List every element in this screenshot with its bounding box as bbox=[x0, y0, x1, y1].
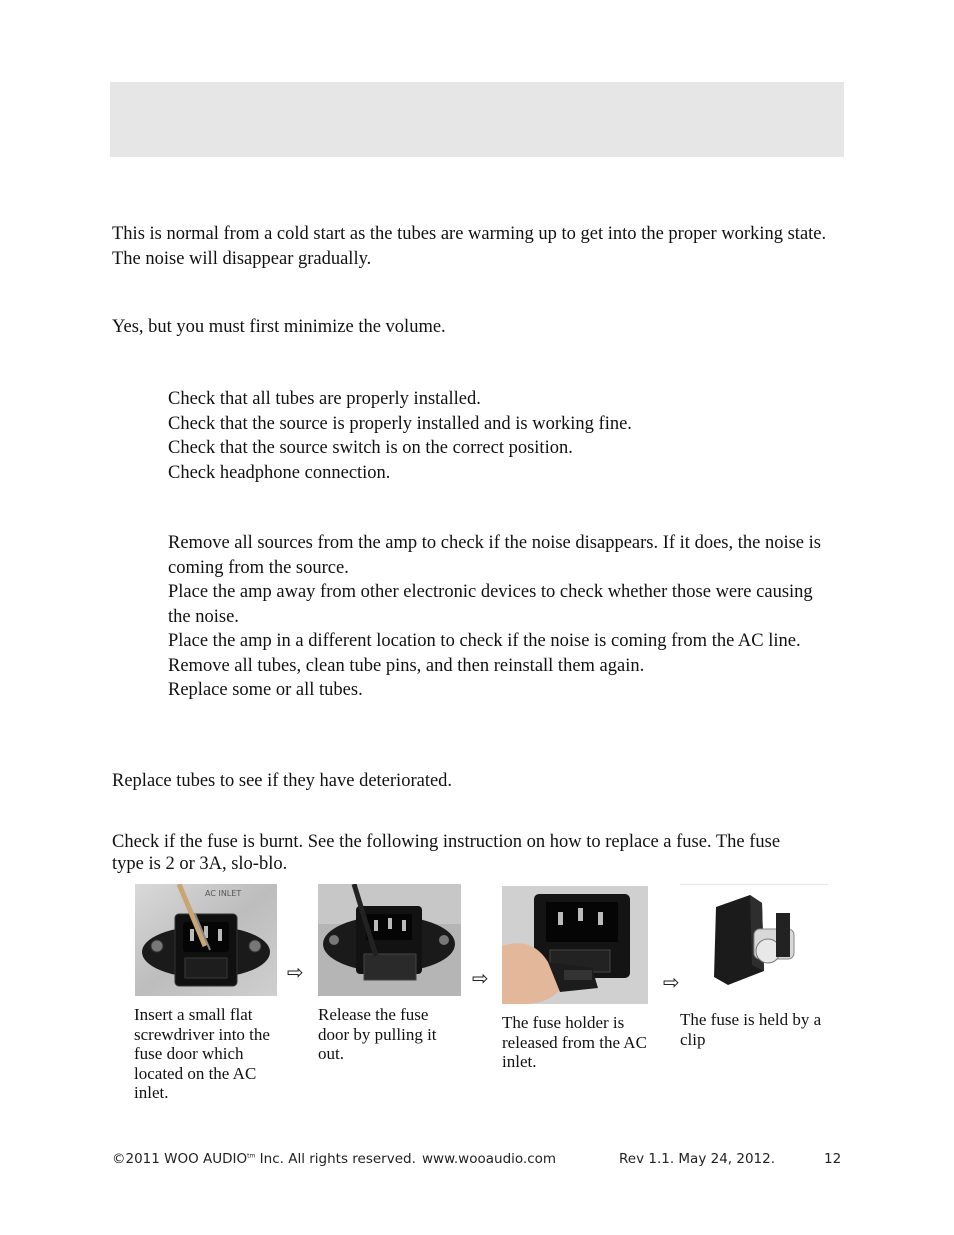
faq-no-sound-checklist bbox=[168, 387, 838, 485]
list-item: Replace some or all tubes. bbox=[168, 680, 363, 700]
faq-answer-power-off: Yes, but you must first minimize the volume. bbox=[112, 317, 446, 337]
fuse-step-4-photo bbox=[680, 884, 828, 995]
fuse-step-1-photo bbox=[135, 884, 277, 996]
faq-answer-fuse: Check if the fuse is burnt. See the following instruction on how to replace a fuse. The fuse type is 2 or 3A, slo-blo. bbox=[112, 832, 781, 874]
list-item: Check that all tubes are properly installed. bbox=[168, 389, 481, 409]
fuse-step-4-caption: The fuse is held by a clip bbox=[680, 1010, 822, 1049]
next-step-arrow-icon: ⇨ bbox=[287, 960, 304, 984]
list-item: Remove all tubes, clean tube pins, and then reinstall them again. bbox=[168, 655, 645, 676]
list-item: Check that the source switch is on the correct position. bbox=[168, 438, 573, 458]
footer-website: www.wooaudio.com bbox=[422, 1151, 557, 1167]
footer-copyright: ©2011 WOO $AUDIO^{tm}$ Inc. All rights reserved. bbox=[112, 1151, 416, 1167]
fuse-step-3-photo bbox=[502, 886, 648, 1004]
fuse-step-3-caption: The fuse holder is released from the AC inlet. bbox=[502, 1013, 647, 1071]
section-header-band bbox=[110, 82, 844, 157]
page-footer bbox=[112, 1151, 842, 1173]
list-item: Place the amp in a different location to check if the noise is coming from the AC line. bbox=[168, 631, 801, 651]
fuse-step-2-photo bbox=[318, 884, 461, 996]
footer-revision: Rev 1.1. May 24, 2012. bbox=[619, 1151, 776, 1167]
next-step-arrow-icon: ⇨ bbox=[663, 970, 680, 994]
fuse-step-1-caption: Insert a small flat screwdriver into the fuse door which located on the AC inlet. bbox=[134, 1005, 270, 1102]
fuse-step-2-caption: Release the fuse door by pulling it out. bbox=[318, 1005, 437, 1063]
faq-answer-replace-tubes: Replace tubes to see if they have deteriorated. bbox=[112, 771, 453, 791]
list-item: Place the amp away from other electronic devices to check whether those were causing the noise. bbox=[168, 582, 813, 627]
next-step-arrow-icon: ⇨ bbox=[472, 966, 489, 990]
faq-noise-checklist bbox=[168, 531, 828, 703]
list-item: Check that the source is properly installed and is working fine. bbox=[168, 413, 632, 434]
page-number: 12 bbox=[824, 1151, 842, 1167]
list-item: Remove all sources from the amp to check if the noise disappears. If it does, the noise is coming from the source. bbox=[168, 533, 821, 578]
ac-inlet-label: AC INLET bbox=[205, 889, 242, 898]
list-item: Check headphone connection. bbox=[168, 462, 391, 483]
faq-answer-warmup-noise: This is normal from a cold start as the tubes are warming up to get into the proper working state. The noise will disappear gradually. bbox=[112, 224, 827, 269]
